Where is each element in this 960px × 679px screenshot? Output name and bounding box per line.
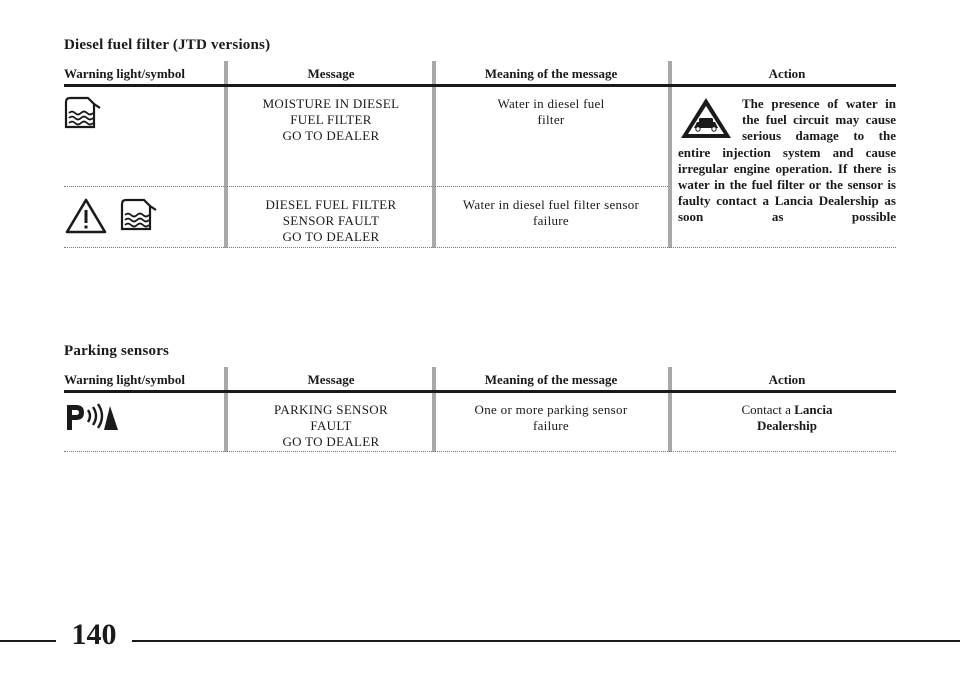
fuel-filter-water-icon <box>120 198 160 239</box>
column-divider <box>432 61 436 248</box>
action-warning-text: The presence of water in the fuel circuit may cause serious damage to the entire injection system and cause irregular engine operation. If there is water in the fuel filter or the sensor is faulty contact a Lancia Dealership as soon as possible <box>678 96 896 225</box>
footer-rule-left <box>0 640 56 642</box>
page-number: 140 <box>71 618 117 651</box>
column-divider <box>224 367 228 452</box>
row-separator <box>64 186 668 187</box>
action-water-warning <box>678 96 896 226</box>
message-moisture: MOISTURE IN DIESEL FUEL FILTER GO TO DEALER <box>262 96 400 143</box>
header-meaning: Meaning of the message <box>484 372 618 387</box>
table-bottom-rule <box>64 247 896 248</box>
diesel-section-title: Diesel fuel filter (JTD versions) <box>64 37 271 53</box>
column-divider <box>224 61 228 248</box>
header-meaning: Meaning of the message <box>484 66 618 81</box>
fuel-filter-water-icon <box>64 96 104 137</box>
meaning-parking-failure: One or more parking sensor failure <box>474 402 628 433</box>
parking-sensor-icon <box>64 402 120 437</box>
header-action: Action <box>768 372 806 387</box>
action-contact-dealer <box>678 402 896 434</box>
table-header-rule <box>64 84 896 87</box>
parking-section-title: Parking sensors <box>64 343 170 359</box>
table-bottom-rule <box>64 451 896 452</box>
warning-triangle-icon <box>64 197 108 240</box>
message-sensor-fault: DIESEL FUEL FILTER SENSOR FAULT GO TO DEALER <box>265 197 397 244</box>
meaning-water-in-fuel: Water in diesel fuel filter <box>497 96 605 127</box>
column-divider <box>668 61 672 248</box>
column-divider <box>668 367 672 452</box>
header-action: Action <box>768 66 806 81</box>
header-message: Message <box>307 372 355 387</box>
header-warning-symbol: Warning light/symbol <box>64 66 185 81</box>
action-dealer-name: Lancia Dealership <box>757 402 833 433</box>
action-prefix: Contact a <box>741 402 791 417</box>
meaning-sensor-failure: Water in diesel fuel filter sensor failure <box>462 197 640 228</box>
message-parking-fault: PARKING SENSOR FAULT GO TO DEALER <box>274 402 388 449</box>
header-message: Message <box>307 66 355 81</box>
table-header-rule <box>64 390 896 393</box>
footer-rule-right <box>132 640 960 642</box>
column-divider <box>432 367 436 452</box>
header-warning-symbol: Warning light/symbol <box>64 372 185 387</box>
car-skid-warning-icon <box>678 96 734 140</box>
